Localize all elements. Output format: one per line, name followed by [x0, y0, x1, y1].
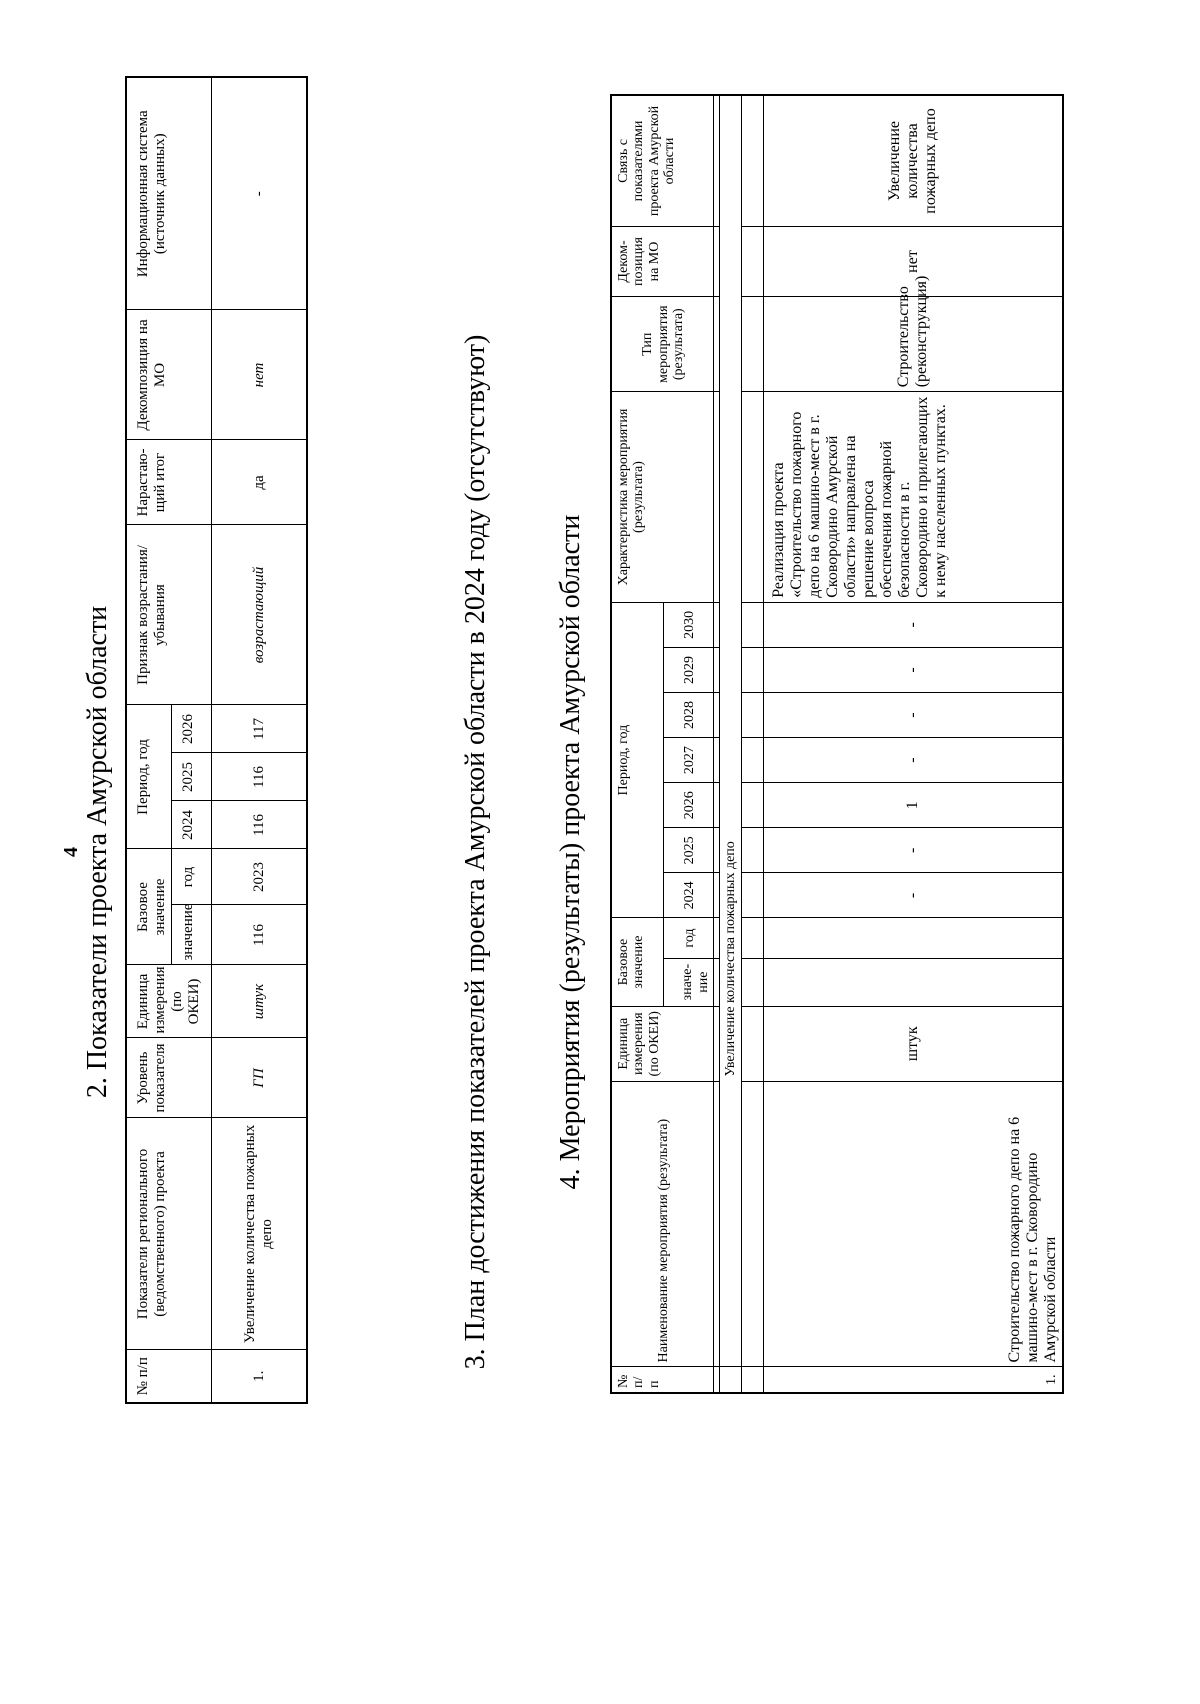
row-year-value: - [764, 692, 1064, 737]
row-year-value: - [764, 647, 1064, 692]
header-year: 2024 [172, 801, 212, 849]
header-type: Тип мероприятия (результата) [611, 297, 714, 392]
header-base-year: год [664, 918, 714, 958]
header-year: 2028 [664, 692, 714, 737]
row-infosystem: - [212, 77, 308, 310]
row-unit: штук [764, 1006, 1064, 1081]
header-year: 2030 [664, 602, 714, 647]
header-unit: Единица измерения (по ОКЕИ) [611, 1006, 714, 1081]
header-sign: Признак возрастания/ убывания [126, 525, 212, 705]
header-year: 2026 [664, 783, 714, 828]
header-indicator: Показатели регионального (ведомственного) проекта [126, 1118, 212, 1350]
header-period: Период, год [611, 602, 664, 918]
row-unit: штук [212, 965, 308, 1038]
header-level: Уровень показателя [126, 1038, 212, 1118]
header-year: 2024 [664, 873, 714, 918]
header-decomposition: Деком-позиция на МО [611, 226, 714, 296]
row-type: Строительство (реконструкция) [764, 297, 1064, 392]
row-base-value [764, 958, 1064, 1006]
row-characteristic: Реализация проекта «Строительство пожарного депо на 6 машино-мест в г. Сковородино Амурской области» направлена на решение вопроса обеспечения пожарной безопасности в г. Сковородино и прилегающих к нему населенных пунктах. [764, 392, 1064, 602]
header-year: 2025 [172, 753, 212, 801]
row-year-value: - [764, 873, 1064, 918]
row-base-year: 2023 [212, 849, 308, 905]
header-characteristic: Характеристика мероприятия (результата) [611, 392, 714, 602]
header-link: Связь с показателями проекта Амурской области [611, 95, 714, 226]
row-num: 1. [212, 1350, 308, 1403]
header-num: № п/п [126, 1350, 212, 1403]
row-decomposition: нет [764, 226, 1064, 296]
row-link: Увеличение количества пожарных депо [764, 95, 1064, 226]
row-base-value: 116 [212, 905, 308, 965]
row-year-value: - [764, 602, 1064, 647]
row-year-value: - [764, 828, 1064, 873]
activities-table [610, 94, 1064, 1394]
indicators-table [125, 76, 308, 1404]
header-num: № п/п [611, 1367, 714, 1393]
header-year: 2029 [664, 647, 714, 692]
section4-title: 4. Мероприятия (результаты) проекта Амурской области [555, 514, 586, 1190]
row-level: ГП [212, 1038, 308, 1118]
row-base-year [764, 918, 1064, 958]
header-year: 2026 [172, 705, 212, 753]
header-decomposition: Декомпозиция на МО [126, 310, 212, 440]
header-cumulative: Нарастаю-щий итог [126, 440, 212, 525]
header-unit: Единица измерения (по ОКЕИ) [126, 965, 212, 1038]
row-cumulative: да [212, 440, 308, 525]
row-num: 1. [764, 1367, 1064, 1393]
section3-title: 3. План достижения показателей проекта Амурской области в 2024 году (отсутствуют) [460, 334, 491, 1370]
header-year: 2027 [664, 738, 714, 783]
header-base-year: год [172, 849, 212, 905]
row-name: Строительство пожарного депо на 6 машино-мест в г. Сковородино Амурской области [764, 1081, 1064, 1367]
header-base-value: значение [172, 905, 212, 965]
table-row [212, 77, 308, 1403]
row-decomposition: нет [212, 310, 308, 440]
row-year-value: 116 [212, 801, 308, 849]
page-number: 4 [60, 847, 82, 857]
header-year: 2025 [664, 828, 714, 873]
row-indicator: Увеличение количества пожарных депо [212, 1118, 308, 1350]
group-label: Увеличение количества пожарных депо [720, 95, 742, 1367]
table-row [764, 95, 1064, 1393]
row-sign: возрастающий [212, 525, 308, 705]
row-year-value: - [764, 738, 1064, 783]
row-year-value: 1 [764, 783, 1064, 828]
section2-title: 2. Показатели проекта Амурской области [82, 605, 113, 1099]
header-base-value: значе-ние [664, 958, 714, 1006]
header-infosystem: Информационная система (источник данных) [126, 77, 212, 310]
header-period: Период, год [126, 705, 172, 849]
header-name: Наименование мероприятия (результата) [611, 1081, 714, 1367]
header-base: Базовое значение [611, 918, 664, 1006]
row-year-value: 116 [212, 753, 308, 801]
header-base: Базовое значение [126, 849, 172, 965]
row-year-value: 117 [212, 705, 308, 753]
